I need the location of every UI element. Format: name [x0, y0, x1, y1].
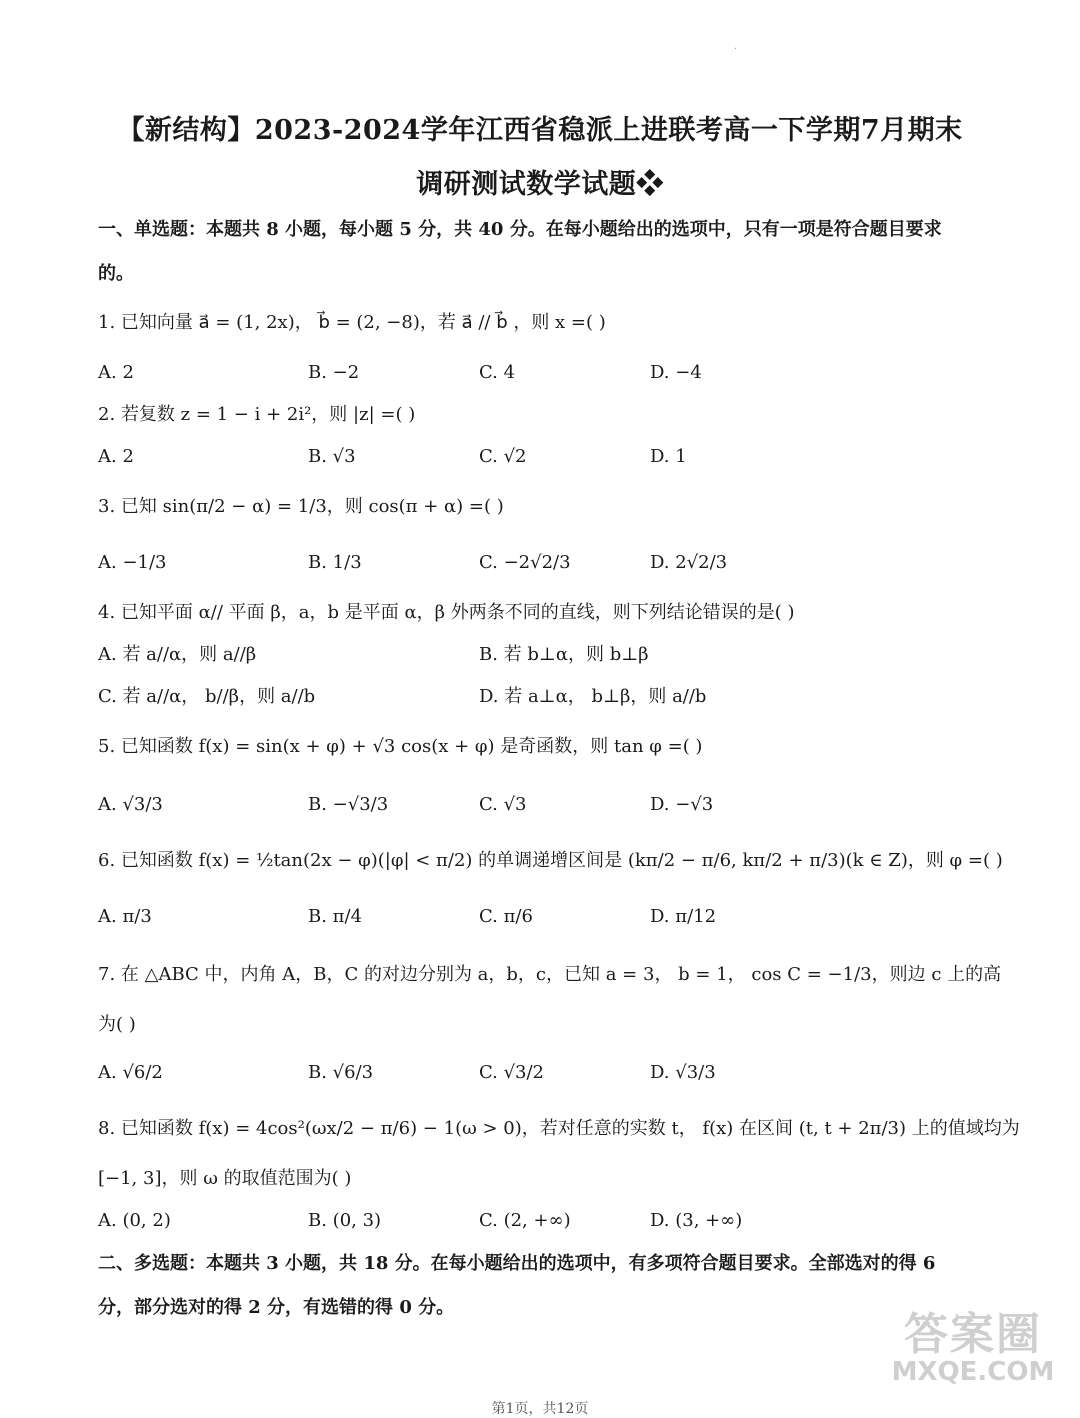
q4-option-a: A. 若 a//α，则 a//β — [98, 644, 257, 665]
question-8-stem: 8. 已知函数 f(x) = 4cos²(ωx/2 − π/6) − 1(ω > 0)，若对任意的实数 t， f(x) 在区间 (t, t + 2π/3) 上的值域均为 — [98, 1118, 1020, 1139]
q7-option-c: C. √3/2 — [479, 1062, 545, 1083]
q3-option-a: A. −1/3 — [98, 552, 167, 573]
doc-title-line1: 【新结构】2023-2024学年江西省稳派上进联考高一下学期7月期末 — [117, 115, 963, 146]
q5-option-d: D. −√3 — [650, 794, 714, 815]
q3-option-b: B. 1/3 — [308, 552, 362, 573]
page-footer: 第1页，共12页 — [491, 1401, 589, 1417]
question-7-stem-cont: 为( ) — [98, 1014, 136, 1035]
question-4-stem: 4. 已知平面 α// 平面 β，a，b 是平面 α，β 外两条不同的直线，则下列结论错误的是( ) — [98, 602, 795, 623]
q8-option-a: A. (0, 2) — [98, 1210, 171, 1231]
site-watermark-logo — [888, 1309, 1058, 1387]
page-dot: · — [734, 44, 738, 55]
q2-option-a: A. 2 — [98, 446, 134, 467]
section2-heading-line1: 二、多选题：本题共 3 小题，共 18 分。在每小题给出的选项中，有多项符合题目要求。全部选对的得 6 — [98, 1253, 936, 1274]
question-8-stem-cont: [−1, 3]，则 ω 的取值范围为( ) — [98, 1168, 352, 1189]
q3-option-d: D. 2√2/3 — [650, 552, 728, 573]
q7-option-a: A. √6/2 — [98, 1062, 163, 1083]
q5-option-a: A. √3/3 — [98, 794, 163, 815]
q2-option-d: D. 1 — [650, 446, 687, 467]
q1-option-b: B. −2 — [308, 362, 360, 383]
q1-option-a: A. 2 — [98, 362, 134, 383]
doc-title-line2: 调研测试数学试题❖ — [416, 169, 664, 200]
q6-option-b: B. π/4 — [308, 906, 363, 927]
q3-option-c: C. −2√2/3 — [479, 552, 571, 573]
q5-option-b: B. −√3/3 — [308, 794, 389, 815]
q7-option-d: D. √3/3 — [650, 1062, 716, 1083]
watermark-text: 答案圈 — [904, 1309, 1042, 1360]
q6-option-d: D. π/12 — [650, 906, 717, 927]
q7-option-b: B. √6/3 — [308, 1062, 374, 1083]
q4-option-d: D. 若 a⊥α， b⊥β，则 a//b — [479, 686, 707, 707]
q4-option-b: B. 若 b⊥α，则 b⊥β — [479, 644, 649, 665]
q4-option-c: C. 若 a//α， b//β，则 a//b — [98, 686, 316, 707]
q8-option-c: C. (2, +∞) — [479, 1210, 571, 1231]
question-6-stem: 6. 已知函数 f(x) = ½tan(2x − φ)(|φ| < π/2) 的单调递增区间是 (kπ/2 − π/6, kπ/2 + π/3)(k ∈ Z)，则 φ =( ) — [98, 850, 1003, 871]
q6-option-a: A. π/3 — [98, 906, 152, 927]
q1-option-c: C. 4 — [479, 362, 516, 383]
q2-option-c: C. √2 — [479, 446, 527, 467]
q8-option-b: B. (0, 3) — [308, 1210, 382, 1231]
question-7-stem: 7. 在 △ABC 中，内角 A，B，C 的对边分别为 a，b，c，已知 a = 3， b = 1， cos C = −1/3，则边 c 上的高 — [98, 964, 1002, 985]
watermark-url: MXQE.COM — [891, 1357, 1055, 1387]
q8-option-d: D. (3, +∞) — [650, 1210, 743, 1231]
question-5-stem: 5. 已知函数 f(x) = sin(x + φ) + √3 cos(x + φ) 是奇函数，则 tan φ =( ) — [98, 736, 703, 757]
question-3-stem: 3. 已知 sin(π/2 − α) = 1/3，则 cos(π + α) =( ) — [98, 496, 504, 517]
section2-heading-line2: 分，部分选对的得 2 分，有选错的得 0 分。 — [98, 1297, 455, 1318]
section1-heading-line1: 一、单选题：本题共 8 小题，每小题 5 分，共 40 分。在每小题给出的选项中，只有一项是符合题目要求 — [98, 219, 942, 240]
q5-option-c: C. √3 — [479, 794, 527, 815]
q1-option-d: D. −4 — [650, 362, 702, 383]
question-1-stem: 1. 已知向量 a⃗ = (1, 2x)， b⃗ = (2, −8)，若 a⃗ // b⃗ ，则 x =( ) — [98, 312, 606, 333]
question-2-stem: 2. 若复数 z = 1 − i + 2i²，则 |z| =( ) — [98, 404, 416, 425]
q6-option-c: C. π/6 — [479, 906, 533, 927]
q2-option-b: B. √3 — [308, 446, 356, 467]
section1-heading-line2: 的。 — [98, 263, 134, 284]
